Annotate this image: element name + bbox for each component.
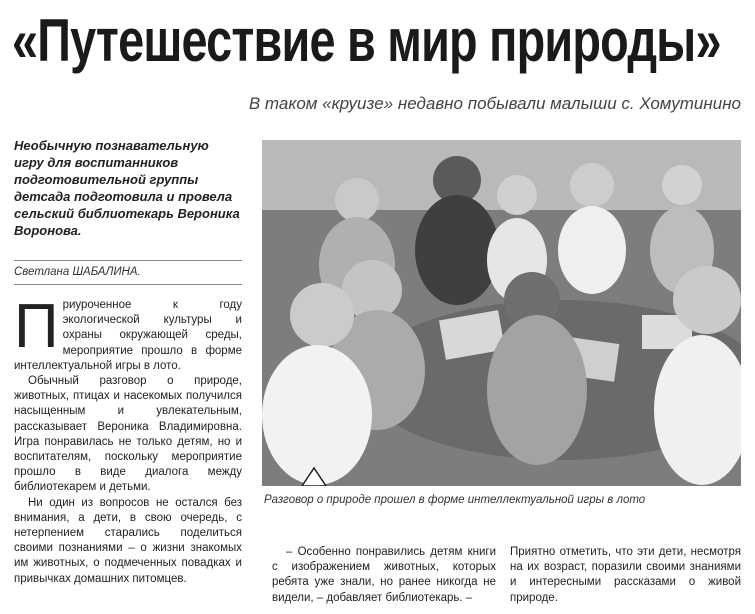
article-paragraph: – Особенно понравились детям книги с изображением животных, которых ребята уже знали, но ранее никогда не видели, – добавляет библиотекарь. – <box>272 546 496 604</box>
headline: «Путешествие в мир природы» <box>12 7 721 74</box>
article-photo <box>262 140 741 486</box>
byline: Светлана ШАБАЛИНА. <box>14 266 141 278</box>
subtitle: В таком «круизе» недавно побывали малыши с. Хомутинино <box>248 94 741 113</box>
article-paragraph: Обычный разговор о природе, животных, птицах и насекомых получился насыщенным и увлекательным, рассказывает Вероника Владимировна. Игра понравилась не только детям, но и воспитателям, поскольку мероприятие прошло в виде диалога между библиотекарем и детьми. <box>14 375 242 494</box>
photo-caption: Разговор о природе прошел в форме интеллектуальной игры в лото <box>264 494 646 506</box>
drop-cap: П <box>14 292 59 361</box>
divider <box>14 284 242 285</box>
lead-paragraph: Необычную познавательную игру для воспитанников подготовительной группы детсада подготовила и провела сельский библиотекарь Вероника Воронова. <box>14 138 240 238</box>
article-paragraph: Ни один из вопросов не остался без внимания, а дети, в свою очередь, с нетерпением старались поделиться своими познаниями – о жизни знакомых им животных, о подмеченных повадках и привычках домашних питомцев. <box>14 496 242 585</box>
article-column-2 <box>272 545 496 606</box>
article-paragraph: Приуроченное к году экологической культуры и охраны окружающей среды, мероприятие прошло в форме интеллектуальной игры в лото. <box>14 292 242 372</box>
divider <box>14 260 242 261</box>
article-paragraph-continued: Приятно отметить, что эти дети, несмотря на их возраст, поразили своими знаниями и интересными рассказами о живой природе. <box>510 546 741 604</box>
article-column-3 <box>510 545 741 606</box>
article-column-1 <box>14 292 242 587</box>
